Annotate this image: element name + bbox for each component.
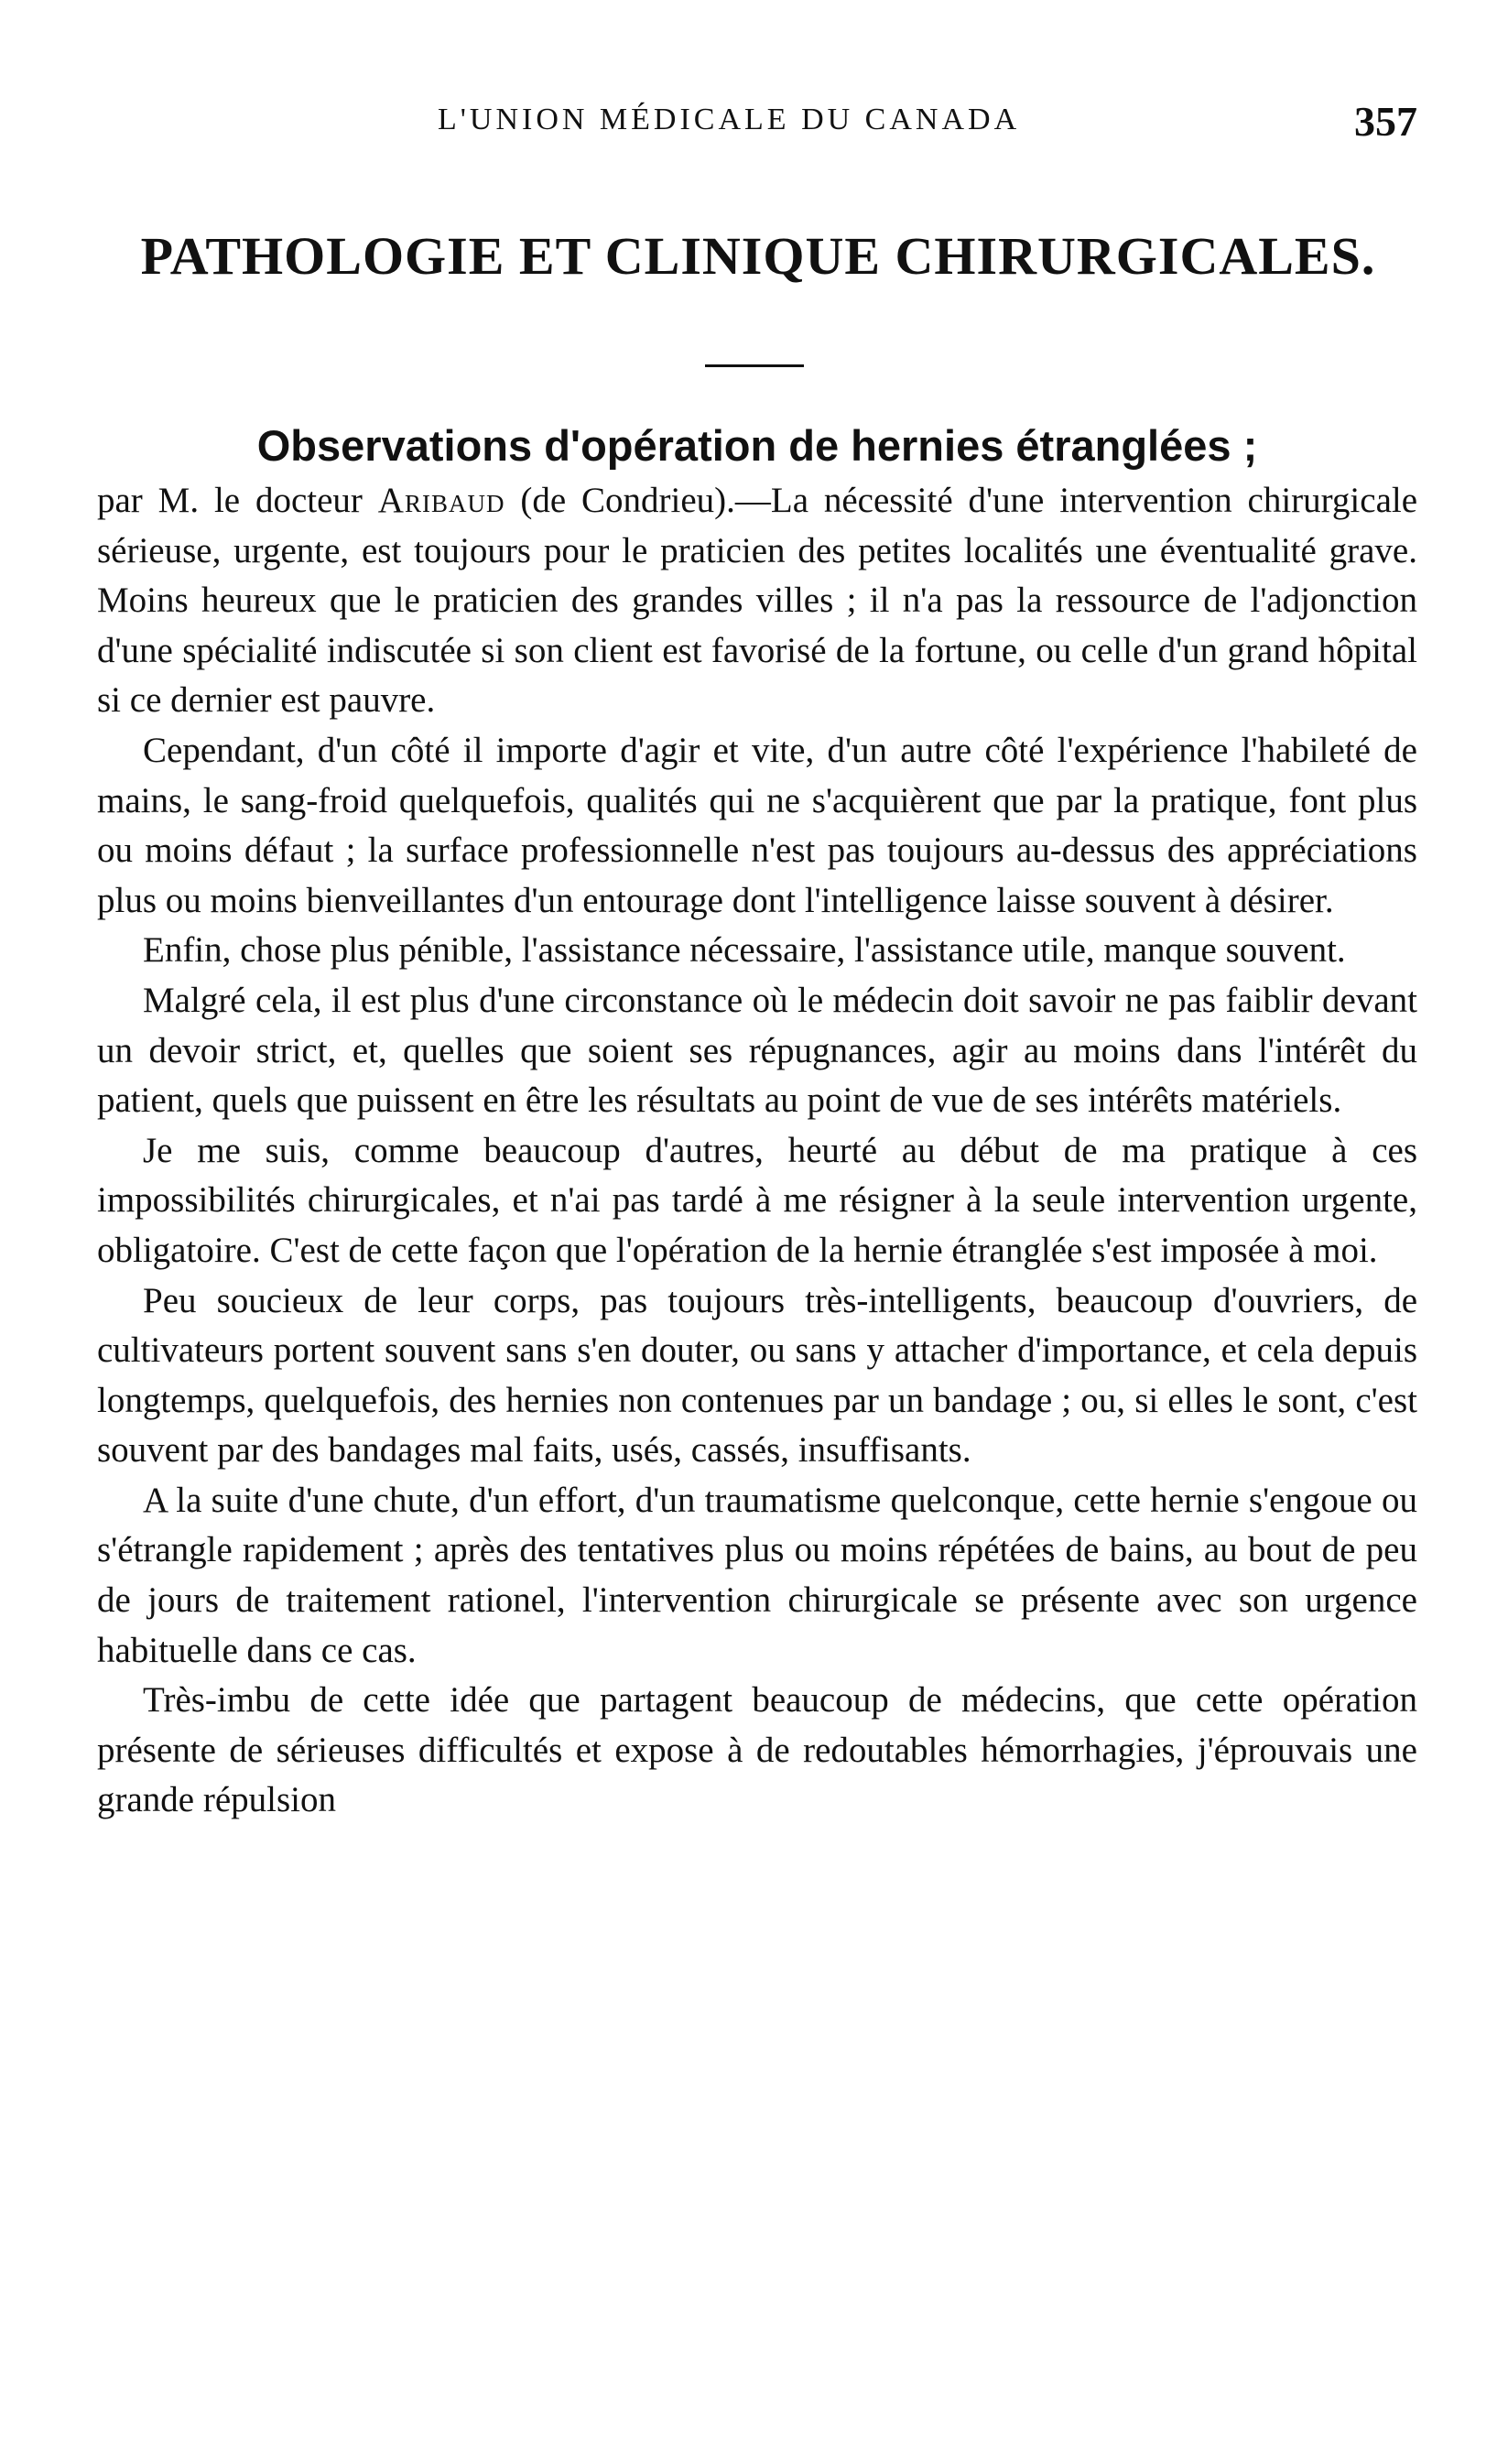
- journal-title: L'UNION MÉDICALE DU CANADA: [438, 103, 1021, 136]
- paragraph-1: [97, 476, 1417, 726]
- paragraph-2: Cependant, d'un côté il importe d'agir et vite, d'un autre côté l'expérience l'habileté de mains, le sang-froid quelquefois, qualités qui ne s'acquièrent que par la pratique, font plus ou moins défaut ; la surface professionnelle n'est pas toujours au-dessus des appréciations plus ou moins bienveillantes d'un entourage dont l'intelligence laisse souvent à désirer.: [97, 730, 1417, 920]
- paragraph-5: Je me suis, comme beaucoup d'autres, heurté au début de ma pratique à ces impossibilités chirurgicales, et n'ai pas tardé à me résigner à la seule intervention urgente, obligatoire. C'est de cette façon que l'opération de la hernie étranglée s'est imposée à moi.: [97, 1130, 1417, 1270]
- byline-suffix: (de Condrieu).: [520, 481, 735, 520]
- page-number: 357: [1354, 98, 1417, 145]
- section-title: PATHOLOGIE ET CLINIQUE CHIRURGICALES.: [140, 226, 1376, 286]
- title-divider: [705, 364, 804, 367]
- running-header: [99, 98, 1417, 157]
- article-title: Observations d'opération de hernies étranglées ;: [256, 421, 1258, 470]
- author-name: Aribaud: [377, 481, 505, 520]
- paragraph-8: Très-imbu de cette idée que partagent beaucoup de médecins, que cette opération présente de sérieuses difficultés et expose à de redoutables hémorrhagies, j'éprouvais une grande répulsion: [97, 1680, 1417, 1820]
- paragraph-4: Malgré cela, il est plus d'une circonstance où le médecin doit savoir ne pas faiblir devant un devoir strict, et, quelles que soient ses répugnances, agir au moins dans l'intérêt du patient, quels que puissent en être les résultats au point de vue de ses intérêts matériels.: [97, 980, 1417, 1121]
- paragraph-6: Peu soucieux de leur corps, pas toujours très-intelligents, beaucoup d'ouvriers, de cultivateurs portent souvent sans s'en douter, ou sans y attacher d'importance, et cela depuis longtemps, quelquefois, des hernies non contenues par un bandage ; ou, si elles le sont, c'est souvent par des bandages mal faits, usés, cassés, insuffisants.: [97, 1280, 1417, 1471]
- byline-prefix: par M. le docteur: [97, 481, 363, 520]
- article-body: [97, 419, 1417, 1826]
- paragraph-7: A la suite d'une chute, d'un effort, d'un traumatisme quelconque, cette hernie s'engoue ou s'étrangle rapidement ; après des tentatives plus ou moins répétées de bains, au bout de peu de jours de traitement rationel, l'intervention chirurgicale se présente avec son urgence habituelle dans ce cas.: [97, 1480, 1417, 1670]
- paragraph-1-text: —La nécessité d'une intervention chirurgicale sérieuse, urgente, est toujours pour le praticien des petites localités une éventualité grave. Moins heureux que le praticien des grandes villes ; il n'a pas la ressource de l'adjonction d'une spécialité indiscutée si son client est favorisé de la fortune, ou celle d'un grand hôpital si ce dernier est pauvre.: [97, 481, 1418, 721]
- paragraph-3: Enfin, chose plus pénible, l'assistance nécessaire, l'assistance utile, manque souvent.: [143, 930, 1346, 971]
